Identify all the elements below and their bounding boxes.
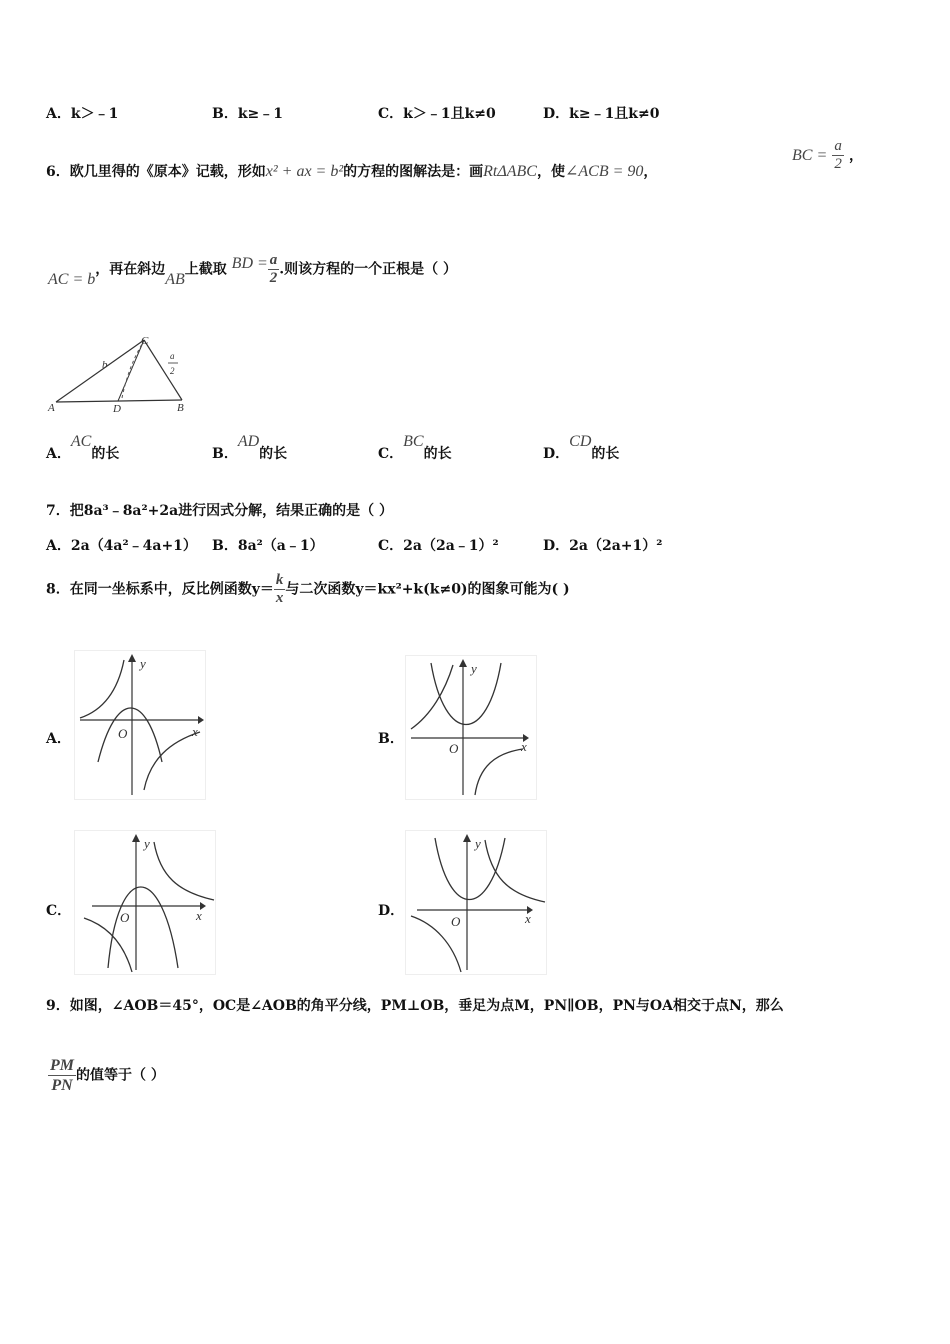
q6-line2: AC = b，再在斜边AB上截取 BD = $\frac{a}{2}$ .则该方程的一个正根是（ ） bbox=[48, 252, 458, 288]
q9-stem: 9．如图，∠AOB＝45°，OC是∠AOB的角平分线，PM⊥OB，垂足为点M，PN∥OB，PN与OA相交于点N，那么 bbox=[46, 998, 784, 1014]
label-a-side: a bbox=[170, 351, 175, 361]
label-b-side: b bbox=[102, 359, 108, 371]
label-b: B bbox=[177, 402, 184, 414]
q8-option-c-label: C． bbox=[46, 903, 72, 919]
svg-text:O: O bbox=[120, 910, 130, 925]
q8-option-d-label: D． bbox=[378, 903, 405, 919]
label-c: C bbox=[141, 335, 149, 347]
q5-option-d: D．k≥﹣1且k≠0 bbox=[543, 106, 660, 122]
svg-text:x: x bbox=[525, 911, 531, 926]
q8-graph-c bbox=[74, 830, 216, 975]
svg-text:O: O bbox=[118, 726, 128, 741]
q6-triangle-figure bbox=[44, 332, 194, 414]
svg-text:O: O bbox=[449, 741, 459, 756]
q8-option-b-label: B． bbox=[378, 731, 404, 747]
q6-line1: 6．欧几里得的《原本》记载，形如x² + ax = b²的方程的图解法是：画RtΔABC，使∠ACB = 90， bbox=[46, 163, 658, 180]
q7-option-a: A．2a（4a²﹣4a+1） bbox=[46, 538, 197, 554]
q5-option-c: C．k＞﹣1且k≠0 bbox=[378, 106, 496, 122]
q6-option-a: A．AC的长 bbox=[46, 433, 120, 462]
q6-bc-expression: BC = $\frac{a}{2}$ ， bbox=[792, 138, 863, 172]
svg-text:O: O bbox=[451, 914, 461, 929]
q7-stem: 7．把8a³﹣8a²+2a进行因式分解，结果正确的是（ ） bbox=[46, 503, 394, 519]
q8-graph-d bbox=[405, 830, 547, 975]
q5-option-b: B．k≥﹣1 bbox=[212, 106, 284, 122]
q5-option-a: A．k＞﹣1 bbox=[46, 106, 119, 122]
svg-text:y: y bbox=[144, 836, 150, 851]
svg-text:x: x bbox=[521, 739, 527, 754]
q8-option-a-label: A． bbox=[46, 731, 71, 747]
q8-graph-a bbox=[74, 650, 206, 800]
q7-option-b: B．8a²（a﹣1） bbox=[212, 538, 324, 554]
svg-text:y: y bbox=[140, 656, 146, 671]
side-ab bbox=[56, 400, 182, 402]
q8-stem: 8．在同一坐标系中，反比例函数y＝ $\frac{k}{x}$ 与二次函数y＝kx²+k(k≠0)的图象可能为( ) bbox=[46, 572, 570, 606]
svg-text:x: x bbox=[196, 908, 202, 923]
q6-option-d: D．CD的长 bbox=[543, 433, 620, 462]
label-two: 2 bbox=[170, 366, 175, 376]
q8-graph-b bbox=[405, 655, 537, 800]
svg-text:y: y bbox=[471, 661, 477, 676]
q9-fraction-line: $\frac{PM}{PN}$ 的值等于（ ） bbox=[50, 1057, 165, 1094]
side-bc bbox=[144, 340, 182, 400]
svg-text:y: y bbox=[475, 836, 481, 851]
label-d: D bbox=[113, 403, 121, 414]
q6-option-c: C．BC的长 bbox=[378, 433, 452, 462]
q7-option-c: C．2a（2a﹣1）² bbox=[378, 538, 499, 554]
svg-text:x: x bbox=[192, 724, 198, 739]
q6-option-b: B．AD的长 bbox=[212, 433, 288, 462]
q7-option-d: D．2a（2a+1）² bbox=[543, 538, 663, 554]
label-a: A bbox=[48, 402, 55, 414]
